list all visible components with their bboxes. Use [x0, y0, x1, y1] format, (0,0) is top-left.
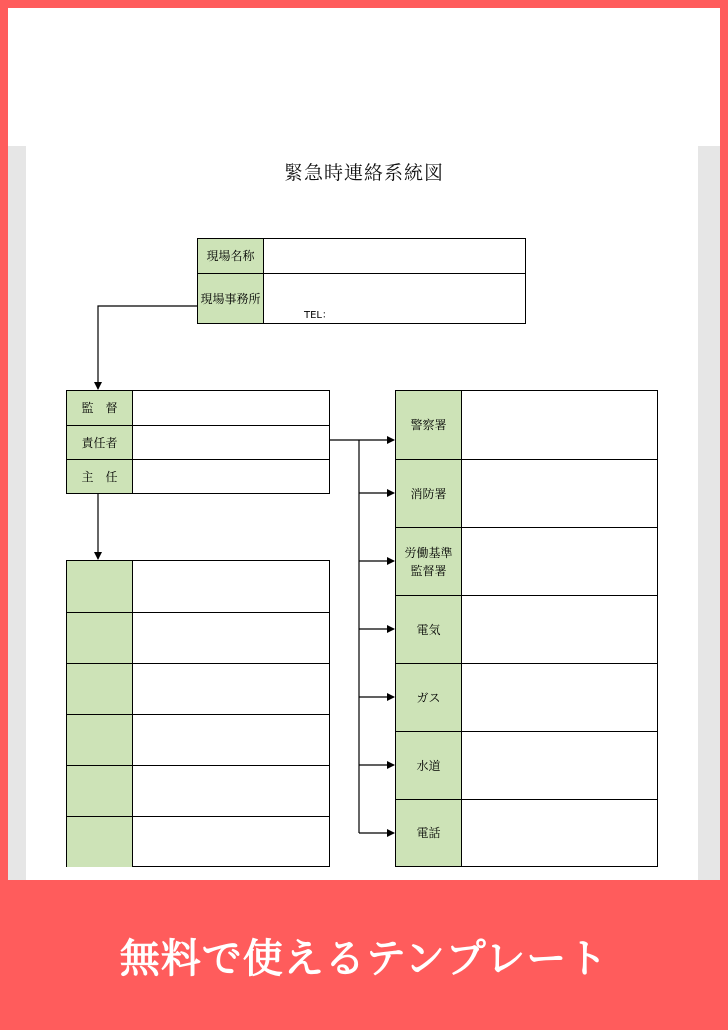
staff-label: 主 任: [67, 460, 133, 493]
tel-label: TEL：: [304, 310, 332, 321]
site-name-label: 現場名称: [198, 239, 264, 273]
contact-label: ガス: [396, 664, 462, 731]
contact-label: 電気: [396, 596, 462, 663]
staff-label: 監 督: [67, 391, 133, 425]
contact-label: 電話: [396, 800, 462, 866]
page-title: 緊急時連絡系統図: [283, 162, 444, 184]
contact-label: 水道: [396, 732, 462, 799]
contact-label: 消防署: [396, 460, 462, 527]
contact-label: 労働基準 監督署: [396, 528, 462, 595]
footer-banner: 無料で使えるテンプレート: [119, 935, 609, 982]
site-office-label: 現場事務所: [198, 274, 264, 323]
staff-label: 責任者: [67, 426, 133, 459]
arrow-site-to-staff: [98, 306, 197, 389]
contact-label: 警察署: [396, 391, 462, 459]
